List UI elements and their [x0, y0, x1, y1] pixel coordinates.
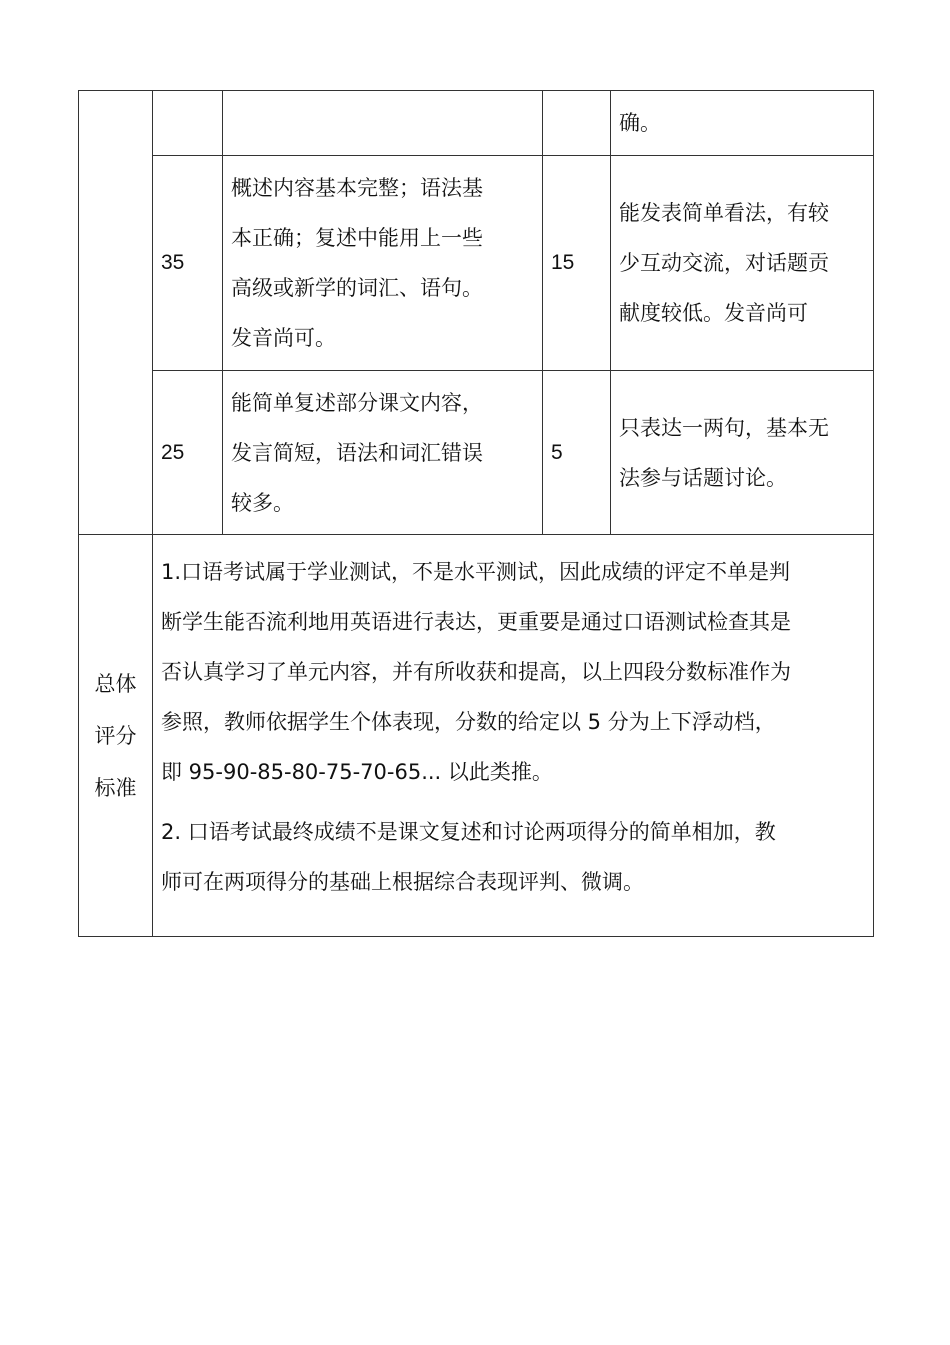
- general-criteria-label: [79, 535, 153, 937]
- criteria-item-2: 2. 口语考试最终成绩不是课文复述和讨论两项得分的简单相加，教师可在两项得分的基础上根据综合表现评判、微调。: [161, 820, 776, 894]
- empty-cell: [543, 91, 611, 156]
- table-row: [79, 91, 874, 156]
- discussion-description-cell: 能发表简单看法，有较少互动交流，对话题贡献度较低。发音尚可: [611, 156, 874, 371]
- general-criteria-content: [153, 535, 874, 937]
- discussion-score-cell: 5: [543, 371, 611, 535]
- scoring-table: [78, 90, 874, 937]
- discussion-description-cell: 确。: [611, 91, 874, 156]
- table-row: [79, 371, 874, 535]
- retell-score-cell: 35: [153, 156, 223, 371]
- retell-score-cell: 25: [153, 371, 223, 535]
- table-row: [79, 156, 874, 371]
- discussion-score-cell: 15: [543, 156, 611, 371]
- retell-description-cell: 能简单复述部分课文内容，发言简短，语法和词汇错误较多。: [223, 371, 543, 535]
- empty-category-cell: [79, 91, 153, 535]
- criteria-item-1: 1.口语考试属于学业测试，不是水平测试，因此成绩的评定不单是判断学生能否流利地用英语进行表达，更重要是通过口语测试检查其是否认真学习了单元内容，并有所收获和提高，以上四段分数标准作为参照，教师依据学生个体表现，分数的给定以 5 分为上下浮动档，即 95-90-85-80-75-70-65... 以此类推。: [161, 560, 791, 784]
- discussion-description-cell: 只表达一两句，基本无法参与话题讨论。: [611, 371, 874, 535]
- table-row: [79, 535, 874, 937]
- label-line: 总体: [94, 671, 137, 696]
- label-line: 标准: [94, 775, 137, 800]
- retell-description-cell: 概述内容基本完整；语法基本正确；复述中能用上一些高级或新学的词汇、语句。发音尚可。: [223, 156, 543, 371]
- empty-cell: [153, 91, 223, 156]
- empty-cell: [223, 91, 543, 156]
- label-line: 评分: [94, 723, 137, 748]
